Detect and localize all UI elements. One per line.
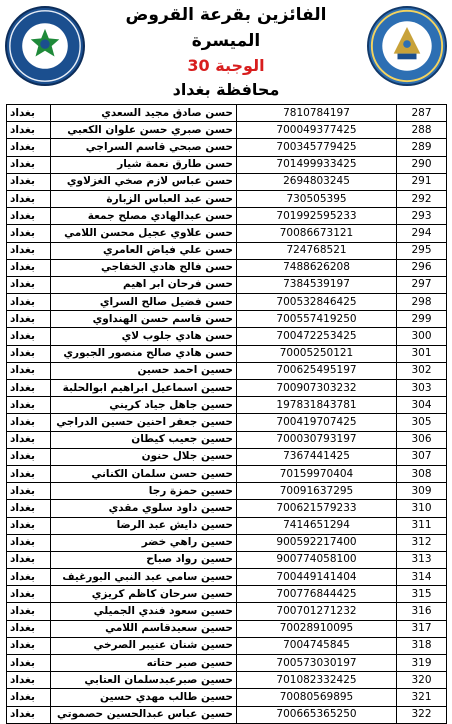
row-name: حسن فرحان ابر اهيم [51,276,237,293]
row-name: حسن عبدالهادي مصلح جمعة [51,208,237,225]
batch-label [90,54,362,78]
row-phone: 7488626208 [237,259,397,276]
table-row [7,139,447,156]
row-name: حسن علاوي عجيل محسن اللامي [51,225,237,242]
row-phone: 700557419250 [237,311,397,328]
table-row [7,655,447,672]
table-row [7,551,447,568]
row-number: 296 [397,259,447,276]
row-phone: 700665365250 [237,706,397,723]
row-province: بغداد [7,156,51,173]
row-phone: 700625495197 [237,362,397,379]
row-name: حسن هادي صالح منصور الجبوري [51,345,237,362]
row-phone: 700907303232 [237,380,397,397]
table-row [7,569,447,586]
row-province: بغداد [7,569,51,586]
row-phone: 900774058100 [237,551,397,568]
row-province: بغداد [7,672,51,689]
table-row [7,294,447,311]
row-number: 297 [397,276,447,293]
row-name: حسين سرحان كاظم كريزي [51,586,237,603]
row-number: 318 [397,637,447,654]
table-row [7,362,447,379]
row-number: 301 [397,345,447,362]
title-block [90,2,362,102]
table-row [7,156,447,173]
row-number: 307 [397,448,447,465]
row-phone: 700345779425 [237,139,397,156]
row-name: حسين احمد حسين [51,362,237,379]
row-province: بغداد [7,500,51,517]
table-row [7,225,447,242]
row-number: 292 [397,190,447,207]
row-name: حسين عباس عبدالحسين حصموتي [51,706,237,723]
row-phone: 700419707425 [237,414,397,431]
row-number: 322 [397,706,447,723]
row-name: حسن طارق نعمة شيار [51,156,237,173]
directorate-emblem-icon [5,6,85,86]
row-number: 303 [397,380,447,397]
row-province: بغداد [7,122,51,139]
row-name: حسين دايش عبد الرضا [51,517,237,534]
table-row [7,190,447,207]
row-phone: 7414651294 [237,517,397,534]
row-number: 321 [397,689,447,706]
row-province: بغداد [7,397,51,414]
row-name: حسين صبر حتاته [51,655,237,672]
row-phone: 70086673121 [237,225,397,242]
row-number: 308 [397,465,447,482]
row-number: 314 [397,569,447,586]
document-header [0,0,452,100]
row-phone: 7384539197 [237,276,397,293]
table-row [7,586,447,603]
row-number: 289 [397,139,447,156]
table-row [7,603,447,620]
row-phone: 70028910095 [237,620,397,637]
row-number: 320 [397,672,447,689]
row-phone: 700472253425 [237,328,397,345]
table-row [7,465,447,482]
row-phone: 700776844425 [237,586,397,603]
row-name: حسن صادق مجيد السعدي [51,105,237,122]
table-row [7,448,447,465]
row-phone: 7810784197 [237,105,397,122]
row-name: حسين جعيب كيطان [51,431,237,448]
row-province: بغداد [7,706,51,723]
batch-number: 30 [187,56,210,75]
row-phone: 701499933425 [237,156,397,173]
row-name: حسين جعفر احنين حسين الدراجي [51,414,237,431]
table-row [7,672,447,689]
row-province: بغداد [7,190,51,207]
row-number: 302 [397,362,447,379]
row-phone: 900592217400 [237,534,397,551]
row-phone: 7004745845 [237,637,397,654]
row-number: 310 [397,500,447,517]
table-row [7,173,447,190]
row-number: 294 [397,225,447,242]
row-phone: 70080569895 [237,689,397,706]
row-name: حسين صبرعبدسلمان العتابي [51,672,237,689]
row-province: بغداد [7,173,51,190]
table-row [7,208,447,225]
document-title: الفائزين بقرعة القروض الميسرة [125,5,327,51]
row-phone: 700701271232 [237,603,397,620]
table-row [7,689,447,706]
row-name: حسن عبد العباس الزبارة [51,190,237,207]
row-province: بغداد [7,208,51,225]
row-name: حسين رواد صباح [51,551,237,568]
row-number: 291 [397,173,447,190]
row-number: 290 [397,156,447,173]
row-province: بغداد [7,603,51,620]
table-row [7,380,447,397]
row-phone: 700030793197 [237,431,397,448]
row-province: بغداد [7,637,51,654]
row-phone: 70159970404 [237,465,397,482]
row-name: حسين داود سلوي مقدي [51,500,237,517]
table-row [7,517,447,534]
row-phone: 701992595233 [237,208,397,225]
row-number: 313 [397,551,447,568]
row-province: بغداد [7,328,51,345]
row-number: 299 [397,311,447,328]
row-phone: 730505395 [237,190,397,207]
table-row [7,706,447,723]
row-name: حسن فضيل صالح السراي [51,294,237,311]
row-province: بغداد [7,225,51,242]
row-province: بغداد [7,242,51,259]
row-name: حسين طالب مهدي حسين [51,689,237,706]
row-name: حسين سامي عبد النبي البورغيف [51,569,237,586]
table-row [7,242,447,259]
row-number: 311 [397,517,447,534]
table-row [7,122,447,139]
row-name: حسين جاهل جياد كريني [51,397,237,414]
table-row [7,397,447,414]
row-province: بغداد [7,311,51,328]
row-number: 312 [397,534,447,551]
table-row [7,276,447,293]
row-phone: 700621579233 [237,500,397,517]
row-number: 316 [397,603,447,620]
table-row [7,259,447,276]
row-province: بغداد [7,380,51,397]
province-heading: محافظة بغداد [172,80,280,99]
ministry-seal-icon [367,6,447,86]
row-phone: 700573030197 [237,655,397,672]
row-phone: 724768521 [237,242,397,259]
row-phone: 70091637295 [237,483,397,500]
row-name: حسن هادي جلوب لاي [51,328,237,345]
row-number: 305 [397,414,447,431]
row-name: حسين حسن سلمان الكناني [51,465,237,482]
row-number: 288 [397,122,447,139]
row-province: بغداد [7,431,51,448]
row-name: حسين جلال حنون [51,448,237,465]
row-province: بغداد [7,362,51,379]
table-row [7,500,447,517]
row-number: 315 [397,586,447,603]
row-province: بغداد [7,534,51,551]
table-row [7,345,447,362]
row-phone: 70005250121 [237,345,397,362]
row-name: حسين سعود فندي الجميلي [51,603,237,620]
row-name: حسن صبحي قاسم السراجي [51,139,237,156]
row-name: حسن علي فياض العامري [51,242,237,259]
row-province: بغداد [7,483,51,500]
batch-label-text: الوجبة [215,56,265,75]
row-name: حسن فالح هادي الخفاجي [51,259,237,276]
row-number: 319 [397,655,447,672]
row-name: حسن قاسم حسن الهنداوي [51,311,237,328]
row-number: 306 [397,431,447,448]
row-province: بغداد [7,655,51,672]
row-province: بغداد [7,551,51,568]
row-name: حسن عباس لازم صخي الغزلاوي [51,173,237,190]
row-name: حسين حمزة رجا [51,483,237,500]
table-row [7,620,447,637]
row-name: حسين شنان عنيبر الصرخي [51,637,237,654]
row-phone: 7367441425 [237,448,397,465]
table-row [7,431,447,448]
table-row [7,414,447,431]
table-row [7,311,447,328]
row-province: بغداد [7,105,51,122]
row-number: 295 [397,242,447,259]
row-name: حسن صبري حسن علوان الكعبي [51,122,237,139]
row-phone: 701082332425 [237,672,397,689]
row-name: حسين سعيدقاسم اللامي [51,620,237,637]
table-row [7,483,447,500]
row-province: بغداد [7,139,51,156]
row-province: بغداد [7,517,51,534]
row-name: حسين راهي خضر [51,534,237,551]
table-row [7,105,447,122]
table-row [7,534,447,551]
row-phone: 700449141404 [237,569,397,586]
row-phone: 197831843781 [237,397,397,414]
row-number: 317 [397,620,447,637]
row-phone: 2694803245 [237,173,397,190]
row-province: بغداد [7,586,51,603]
row-number: 287 [397,105,447,122]
row-province: بغداد [7,259,51,276]
row-number: 309 [397,483,447,500]
row-province: بغداد [7,620,51,637]
row-province: بغداد [7,414,51,431]
table-row [7,328,447,345]
row-province: بغداد [7,276,51,293]
row-number: 300 [397,328,447,345]
row-number: 304 [397,397,447,414]
row-province: بغداد [7,448,51,465]
row-name: حسين اسماعيل ابراهيم ابوالحلبة [51,380,237,397]
row-province: بغداد [7,465,51,482]
winners-table [6,104,447,724]
row-phone: 700049377425 [237,122,397,139]
row-province: بغداد [7,294,51,311]
row-phone: 700532846425 [237,294,397,311]
row-number: 298 [397,294,447,311]
row-number: 293 [397,208,447,225]
row-province: بغداد [7,345,51,362]
row-province: بغداد [7,689,51,706]
